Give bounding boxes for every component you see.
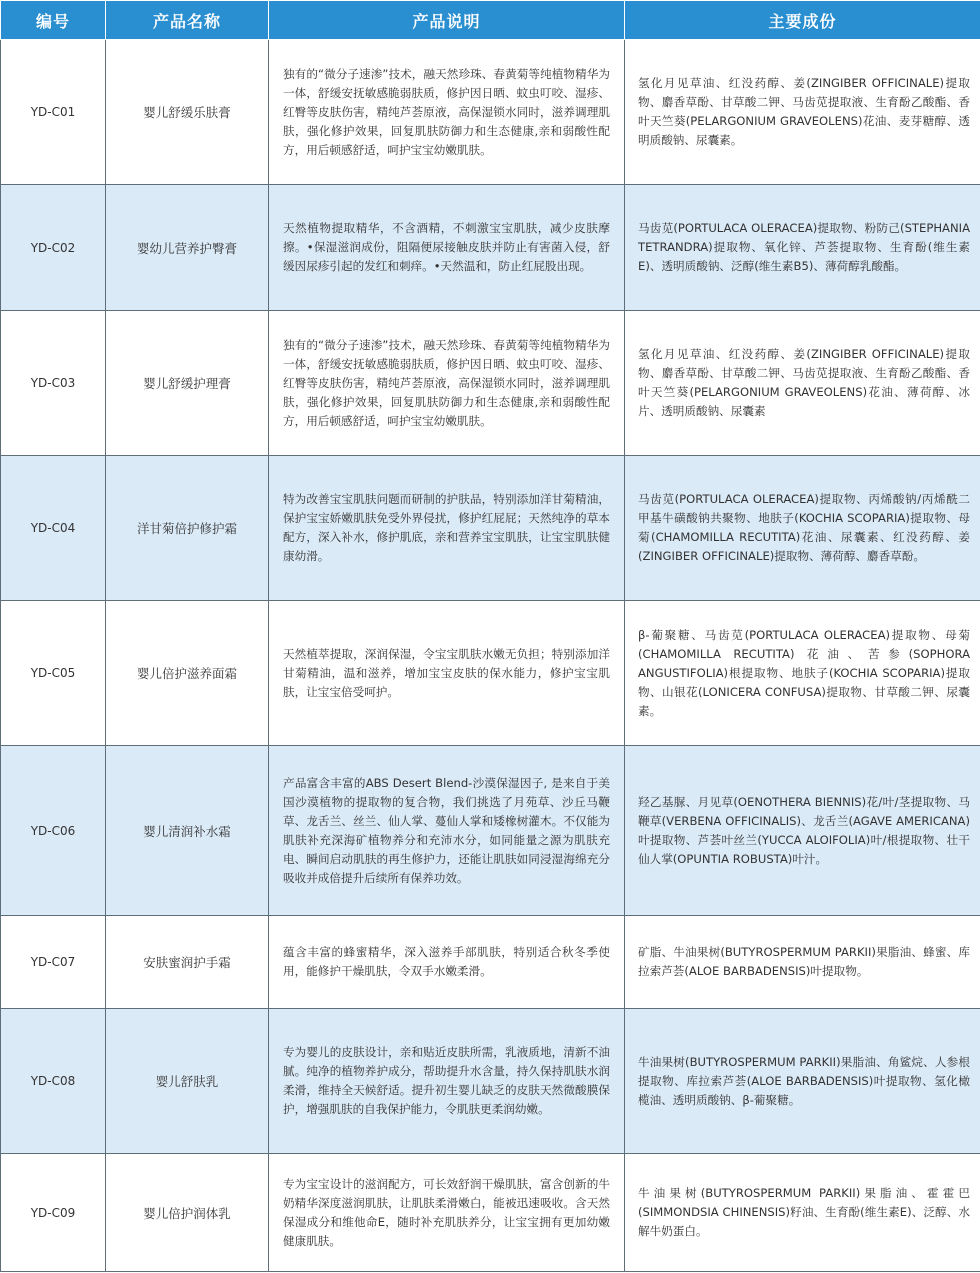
product-description: 特为改善宝宝肌肤问题而研制的护肤品，特别添加洋甘菊精油，保护宝宝娇嫩肌肤免受外界侵扰，修护红屁屁；天然纯净的草本配方，深入补水，修护肌底，亲和营养宝宝肌肤，让宝宝肌肤健康幼滑。 [269, 456, 625, 601]
product-name: 婴儿倍护滋养面霜 [106, 601, 269, 746]
table-row [1, 185, 980, 311]
table-row [1, 311, 980, 456]
product-code: YD-C04 [1, 456, 106, 601]
product-description: 产品富含丰富的ABS Desert Blend-沙漠保湿因子, 是来自于美国沙漠植物的提取物的复合物，我们挑选了月苑草、沙丘马鞭草、龙舌兰、丝兰、仙人掌、蔓仙人掌和矮橡树灌木。不仅能为肌肤补充深海矿植物养分和充沛水分，如同能量之源为肌肤充电、瞬间启动肌肤的再生修护力，还能让肌肤如同浸湿海绵充分吸收并成倍提升后续所有保养功效。 [269, 746, 625, 916]
product-ingredients: 氢化月见草油、红没药醇、姜(ZINGIBER OFFICINALE)提取物、麝香草酚、甘草酸二钾、马齿苋提取液、生育酚乙酸酯、香叶天竺葵(PELARGONIUM GRAVEOLENS)花油、薄荷醇、冰片、透明质酸钠、尿囊素 [625, 311, 980, 456]
table-row [1, 916, 980, 1009]
product-name: 洋甘菊倍护修护霜 [106, 456, 269, 601]
product-code: YD-C05 [1, 601, 106, 746]
product-description: 独有的“微分子速渗”技术，融天然珍珠、春黄菊等纯植物精华为一体，舒缓安抚敏感脆弱肤质，修护因日晒、蚊虫叮咬、湿疹、红臀等皮肤伤害，精纯芦荟原液，高保湿锁水同时，滋养调理肌肤，强化修护效果，回复肌肤防御力和生态健康,亲和弱酸性配方，用后顿感舒适，呵护宝宝幼嫩肌肤。 [269, 311, 625, 456]
product-name: 安肤蜜润护手霜 [106, 916, 269, 1009]
product-description: 独有的“微分子速渗”技术，融天然珍珠、春黄菊等纯植物精华为一体，舒缓安抚敏感脆弱肤质，修护因日晒、蚊虫叮咬、湿疹、红臀等皮肤伤害，精纯芦荟原液，高保湿锁水同时，滋养调理肌肤，强化修护效果，回复肌肤防御力和生态健康,亲和弱酸性配方，用后顿感舒适，呵护宝宝幼嫩肌肤。 [269, 40, 625, 185]
table-row [1, 40, 980, 185]
product-code: YD-C02 [1, 185, 106, 311]
header-ingredients: 主要成份 [625, 1, 980, 40]
header-description: 产品说明 [269, 1, 625, 40]
product-name: 婴儿舒缓乐肤膏 [106, 40, 269, 185]
product-ingredients: 矿脂、牛油果树(BUTYROSPERMUM PARKII)果脂油、蜂蜜、库拉索芦荟(ALOE BARBADENSIS)叶提取物。 [625, 916, 980, 1009]
product-description: 天然植物提取精华，不含酒精，不刺激宝宝肌肤，减少皮肤摩擦。•保湿滋润成份，阻隔便尿接触皮肤并防止有害菌入侵，舒缓因尿疹引起的发红和刺痒。•天然温和，防止红屁股出现。 [269, 185, 625, 311]
table-row [1, 1009, 980, 1154]
product-description: 天然植萃提取，深润保湿，令宝宝肌肤水嫩无负担；特别添加洋甘菊精油，温和滋养，增加宝宝皮肤的保水能力，修护宝宝肌肤，让宝宝倍受呵护。 [269, 601, 625, 746]
table-row [1, 1154, 980, 1272]
table-header-row [1, 1, 980, 40]
product-code: YD-C01 [1, 40, 106, 185]
header-name: 产品名称 [106, 1, 269, 40]
product-code: YD-C08 [1, 1009, 106, 1154]
product-name: 婴儿舒缓护理膏 [106, 311, 269, 456]
product-name: 婴儿清润补水霜 [106, 746, 269, 916]
product-code: YD-C06 [1, 746, 106, 916]
product-description: 专为婴儿的皮肤设计，亲和贴近皮肤所需，乳液质地，清新不油腻。纯净的植物养护成分，帮助提升水含量，持久保持肌肤水润柔滑，维持全天候舒适。提升初生婴儿缺乏的皮肤天然微酸膜保护，增强肌肤的自我保护能力，令肌肤更柔润幼嫩。 [269, 1009, 625, 1154]
product-name: 婴幼儿营养护臀膏 [106, 185, 269, 311]
product-name: 婴儿舒肤乳 [106, 1009, 269, 1154]
product-description: 蕴含丰富的蜂蜜精华，深入滋养手部肌肤，特别适合秋冬季使用，能修护干燥肌肤，令双手水嫩柔滑。 [269, 916, 625, 1009]
product-name: 婴儿倍护润体乳 [106, 1154, 269, 1272]
product-ingredients: 牛油果树(BUTYROSPERMUM PARKII)果脂油、角鲨烷、人参根提取物、库拉索芦荟(ALOE BARBADENSIS)叶提取物、氢化橄榄油、透明质酸钠、β-葡聚糖。 [625, 1009, 980, 1154]
product-ingredients: β-葡聚糖、马齿苋(PORTULACA OLERACEA)提取物、母菊(CHAMOMILLA RECUTITA) 花油、苦参(SOPHORA ANGUSTIFOLIA)根提取物、地肤子(KOCHIA SCOPARIA)提取物、山银花(LONICERA CONFUSA)提取物、甘草酸二钾、尿囊素。 [625, 601, 980, 746]
product-code: YD-C07 [1, 916, 106, 1009]
product-ingredients: 马齿苋(PORTULACA OLERACEA)提取物、丙烯酸钠/丙烯酰二甲基牛磺酸钠共聚物、地肤子(KOCHIA SCOPARIA)提取物、母菊(CHAMOMILLA RECUTITA)花油、尿囊素、红没药醇、姜(ZINGIBER OFFICINALE)提取物、薄荷醇、麝香草酚。 [625, 456, 980, 601]
product-code: YD-C03 [1, 311, 106, 456]
product-code: YD-C09 [1, 1154, 106, 1272]
product-description: 专为宝宝设计的滋润配方，可长效舒润干燥肌肤，富含创新的牛奶精华深度滋润肌肤，让肌肤柔滑嫩白，能被迅速吸收。含天然保湿成分和维他命E，随时补充肌肤养分，让宝宝拥有更加幼嫩健康肌肤。 [269, 1154, 625, 1272]
table-row [1, 746, 980, 916]
table-row [1, 456, 980, 601]
product-ingredients: 牛油果树(BUTYROSPERMUM PARKII)果脂油、霍霍巴(SIMMONDSIA CHINENSIS)籽油、生育酚(维生素E)、泛醇、水解牛奶蛋白。 [625, 1154, 980, 1272]
product-ingredients: 马齿苋(PORTULACA OLERACEA)提取物、粉防己(STEPHANIA TETRANDRA)提取物、氧化锌、芦荟提取物、生育酚(维生素E)、透明质酸钠、泛醇(维生素B5)、薄荷醇乳酸酯。 [625, 185, 980, 311]
header-code: 编号 [1, 1, 106, 40]
table-row [1, 601, 980, 746]
product-ingredients: 羟乙基脲、月见草(OENOTHERA BIENNIS)花/叶/茎提取物、马鞭草(VERBENA OFFICINALIS)、龙舌兰(AGAVE AMERICANA)叶提取物、芦荟叶丝兰(YUCCA ALOIFOLIA)叶/根提取物、壮干仙人掌(OPUNTIA ROBUSTA)叶汁。 [625, 746, 980, 916]
product-ingredients: 氢化月见草油、红没药醇、姜(ZINGIBER OFFICINALE)提取物、麝香草酚、甘草酸二钾、马齿苋提取液、生育酚乙酸酯、香叶天竺葵(PELARGONIUM GRAVEOLENS)花油、麦芽糖醇、透明质酸钠、尿囊素。 [625, 40, 980, 185]
